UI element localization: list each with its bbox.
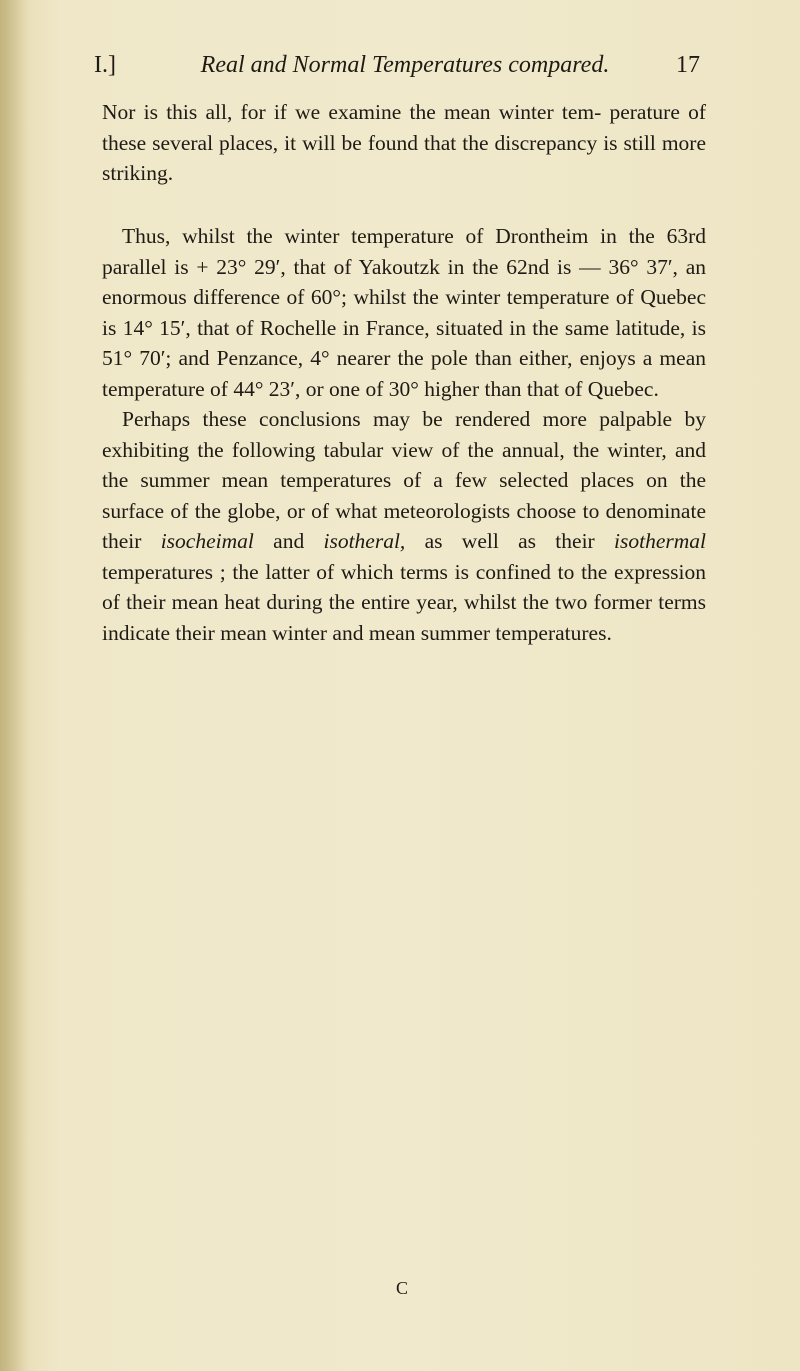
paragraph-text-part-1: Perhaps these conclusions may be rendered more palpable by exhibiting the following tabular view of the annual, the winter, and the summer mean temperatures of a few selected places on the surface of the globe, or of what meteorologists choose to denominate their [102,407,706,553]
page-number: 17 [676,52,700,78]
paragraph-block-3 [102,404,706,648]
term-isotheral: isotheral, [323,529,406,553]
running-title: Real and Normal Temperatures compared. [200,52,610,78]
paragraph-text-part-2: and [253,529,324,553]
running-head [94,52,700,86]
paragraph-text-part-4: temperatures ; the latter of which terms is confined to the expression of their mean heat during the entire year, whilst the two former terms indicate their mean winter and mean summer temperatures. [102,559,706,645]
paragraph-block-1 [102,97,706,189]
paragraph-perhaps [102,404,706,648]
paragraph-nor-is-this-all: Nor is this all, for if we examine the mean winter tem- perature of these several places, it will be found that the discrepancy is still more striking. [102,100,706,185]
signature-mark: C [396,1278,409,1298]
page-edge-shadow [0,0,30,1371]
paragraph-block-2 [102,221,706,404]
chapter-number: I.] [94,52,116,78]
paragraph-text-part-3: as well as their [405,529,615,553]
paragraph-thus-whilst: Thus, whilst the winter temperature of Drontheim in the 63rd parallel is + 23° 29′, that of Yakoutzk in the 62nd is — 36° 37′, an enormous difference of 60°; whilst the winter temperature of Quebec is 14° 15′, that of Rochelle in France, situated in the same latitude, is 51° 70′; and Penzance, 4° nearer the pole than either, enjoys a mean temperature of 44° 23′, or one of 30° higher than that of Quebec. [102,224,706,401]
term-isocheimal: isocheimal [160,529,254,553]
term-isothermal: isothermal [614,529,706,553]
